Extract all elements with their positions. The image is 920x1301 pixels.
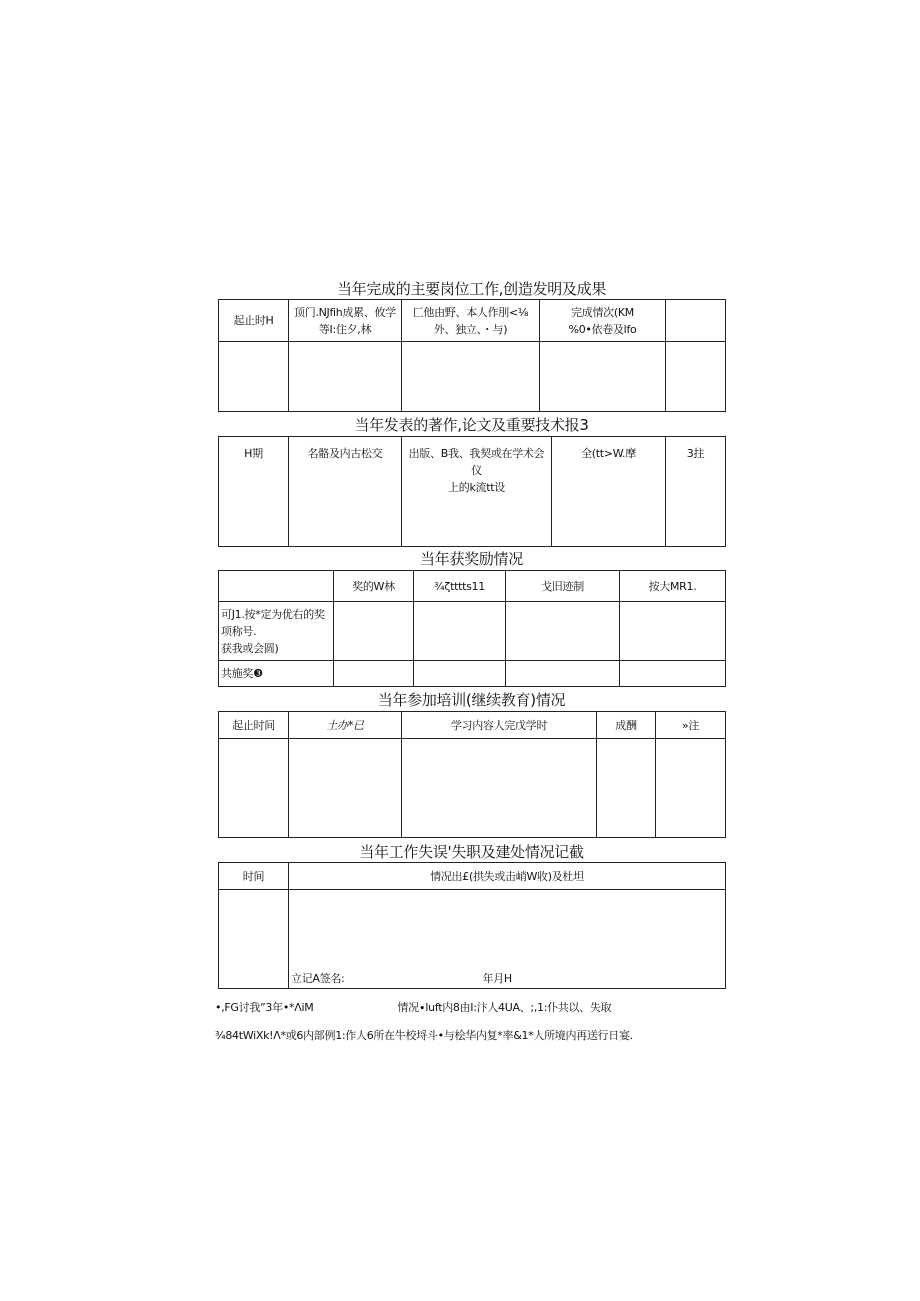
header-role: 匚他由野、本人作刖<⅛ 外、独立、・与) bbox=[402, 300, 540, 342]
header-time: 时间 bbox=[219, 863, 289, 890]
header-completion: 完成情次(KM %0•依卷及lfo bbox=[540, 300, 666, 342]
section-title-achievements: 当年完成的主要岗位工作,创造发明及成果 bbox=[336, 280, 607, 298]
header-remark: »注 bbox=[656, 712, 726, 739]
table-cell[interactable] bbox=[289, 342, 402, 412]
achievements-table bbox=[218, 299, 726, 412]
header-publisher: 出版、B我、我契或在学术会仪 上的k流tt设 bbox=[402, 437, 552, 547]
publications-table bbox=[218, 436, 726, 547]
table-cell[interactable] bbox=[334, 661, 414, 687]
row-label-awards: 共施奖❸ bbox=[219, 661, 334, 687]
training-table bbox=[218, 711, 726, 838]
header-award-name: 奖的W林 bbox=[334, 571, 414, 602]
table-cell[interactable] bbox=[219, 739, 289, 838]
section-title-errors: 当年工作失误'失职及建处情况记截 bbox=[359, 843, 584, 861]
header-period: 起止时间 bbox=[219, 712, 289, 739]
signature-cell[interactable] bbox=[289, 890, 726, 989]
header-award-rank: 按大MR1. bbox=[620, 571, 726, 602]
table-cell[interactable] bbox=[414, 661, 506, 687]
header-blank bbox=[219, 571, 334, 602]
header-award-org: 戈旧迹制 bbox=[506, 571, 620, 602]
section-title-awards: 当年获奖励情况 bbox=[420, 550, 523, 568]
footnote-part-b: 情况∙luft内8由I:汴人4UA、;,1:仆共以、失取 bbox=[397, 1001, 612, 1014]
header-content: 学习内容人完戊学时 bbox=[402, 712, 597, 739]
row-label-honors: 可J1.按*定为优右的奖 项称号. 获我或会圆) bbox=[219, 602, 334, 661]
table-cell[interactable] bbox=[506, 602, 620, 661]
table-cell[interactable] bbox=[620, 661, 726, 687]
header-date: H期 bbox=[219, 437, 289, 547]
header-title: 名骼及内古松交 bbox=[289, 437, 402, 547]
table-cell[interactable] bbox=[402, 739, 597, 838]
header-authors: 全(tt>W.摩 bbox=[552, 437, 666, 547]
table-cell[interactable] bbox=[656, 739, 726, 838]
table-cell[interactable] bbox=[620, 602, 726, 661]
footnote-part-a: •,FG讨我”3年•*ΛiM bbox=[215, 1001, 314, 1014]
table-cell[interactable] bbox=[219, 890, 289, 989]
header-award-level: ¾ζtttts11 bbox=[414, 571, 506, 602]
header-situation: 情况出£(拱失或击峭W收)及杜坦 bbox=[289, 863, 726, 890]
table-cell[interactable] bbox=[289, 739, 402, 838]
table-cell[interactable] bbox=[506, 661, 620, 687]
footnote-line-2: ¾84tWiXk!Λ*或6内部例1:作人6所在牛校埒斗•与桧华内复*率&1*人所境内再送行日宴. bbox=[215, 1029, 633, 1042]
signature-label: 立记A签名: bbox=[291, 972, 345, 985]
date-label: 年月H bbox=[482, 972, 512, 985]
errors-table bbox=[218, 862, 726, 989]
table-cell[interactable] bbox=[597, 739, 656, 838]
section-title-publications: 当年发表的著作,论文及重要技术报3 bbox=[354, 416, 589, 434]
footnote-line-1 bbox=[215, 1001, 735, 1015]
table-cell[interactable] bbox=[540, 342, 666, 412]
header-organizer: 土办*已 bbox=[289, 712, 402, 739]
table-cell[interactable] bbox=[666, 342, 726, 412]
table-cell[interactable] bbox=[219, 342, 289, 412]
table-cell[interactable] bbox=[402, 342, 540, 412]
header-blank bbox=[666, 300, 726, 342]
header-notes: 3拄 bbox=[666, 437, 726, 547]
header-project: 顶门.NJfih成累、攸学 等I:住夕,林 bbox=[289, 300, 402, 342]
header-result: 成酬 bbox=[597, 712, 656, 739]
header-period: 起止时H bbox=[219, 300, 289, 342]
table-cell[interactable] bbox=[414, 602, 506, 661]
awards-table bbox=[218, 570, 726, 687]
table-cell[interactable] bbox=[334, 602, 414, 661]
section-title-training: 当年参加培训(继续教育)情况 bbox=[377, 691, 566, 709]
